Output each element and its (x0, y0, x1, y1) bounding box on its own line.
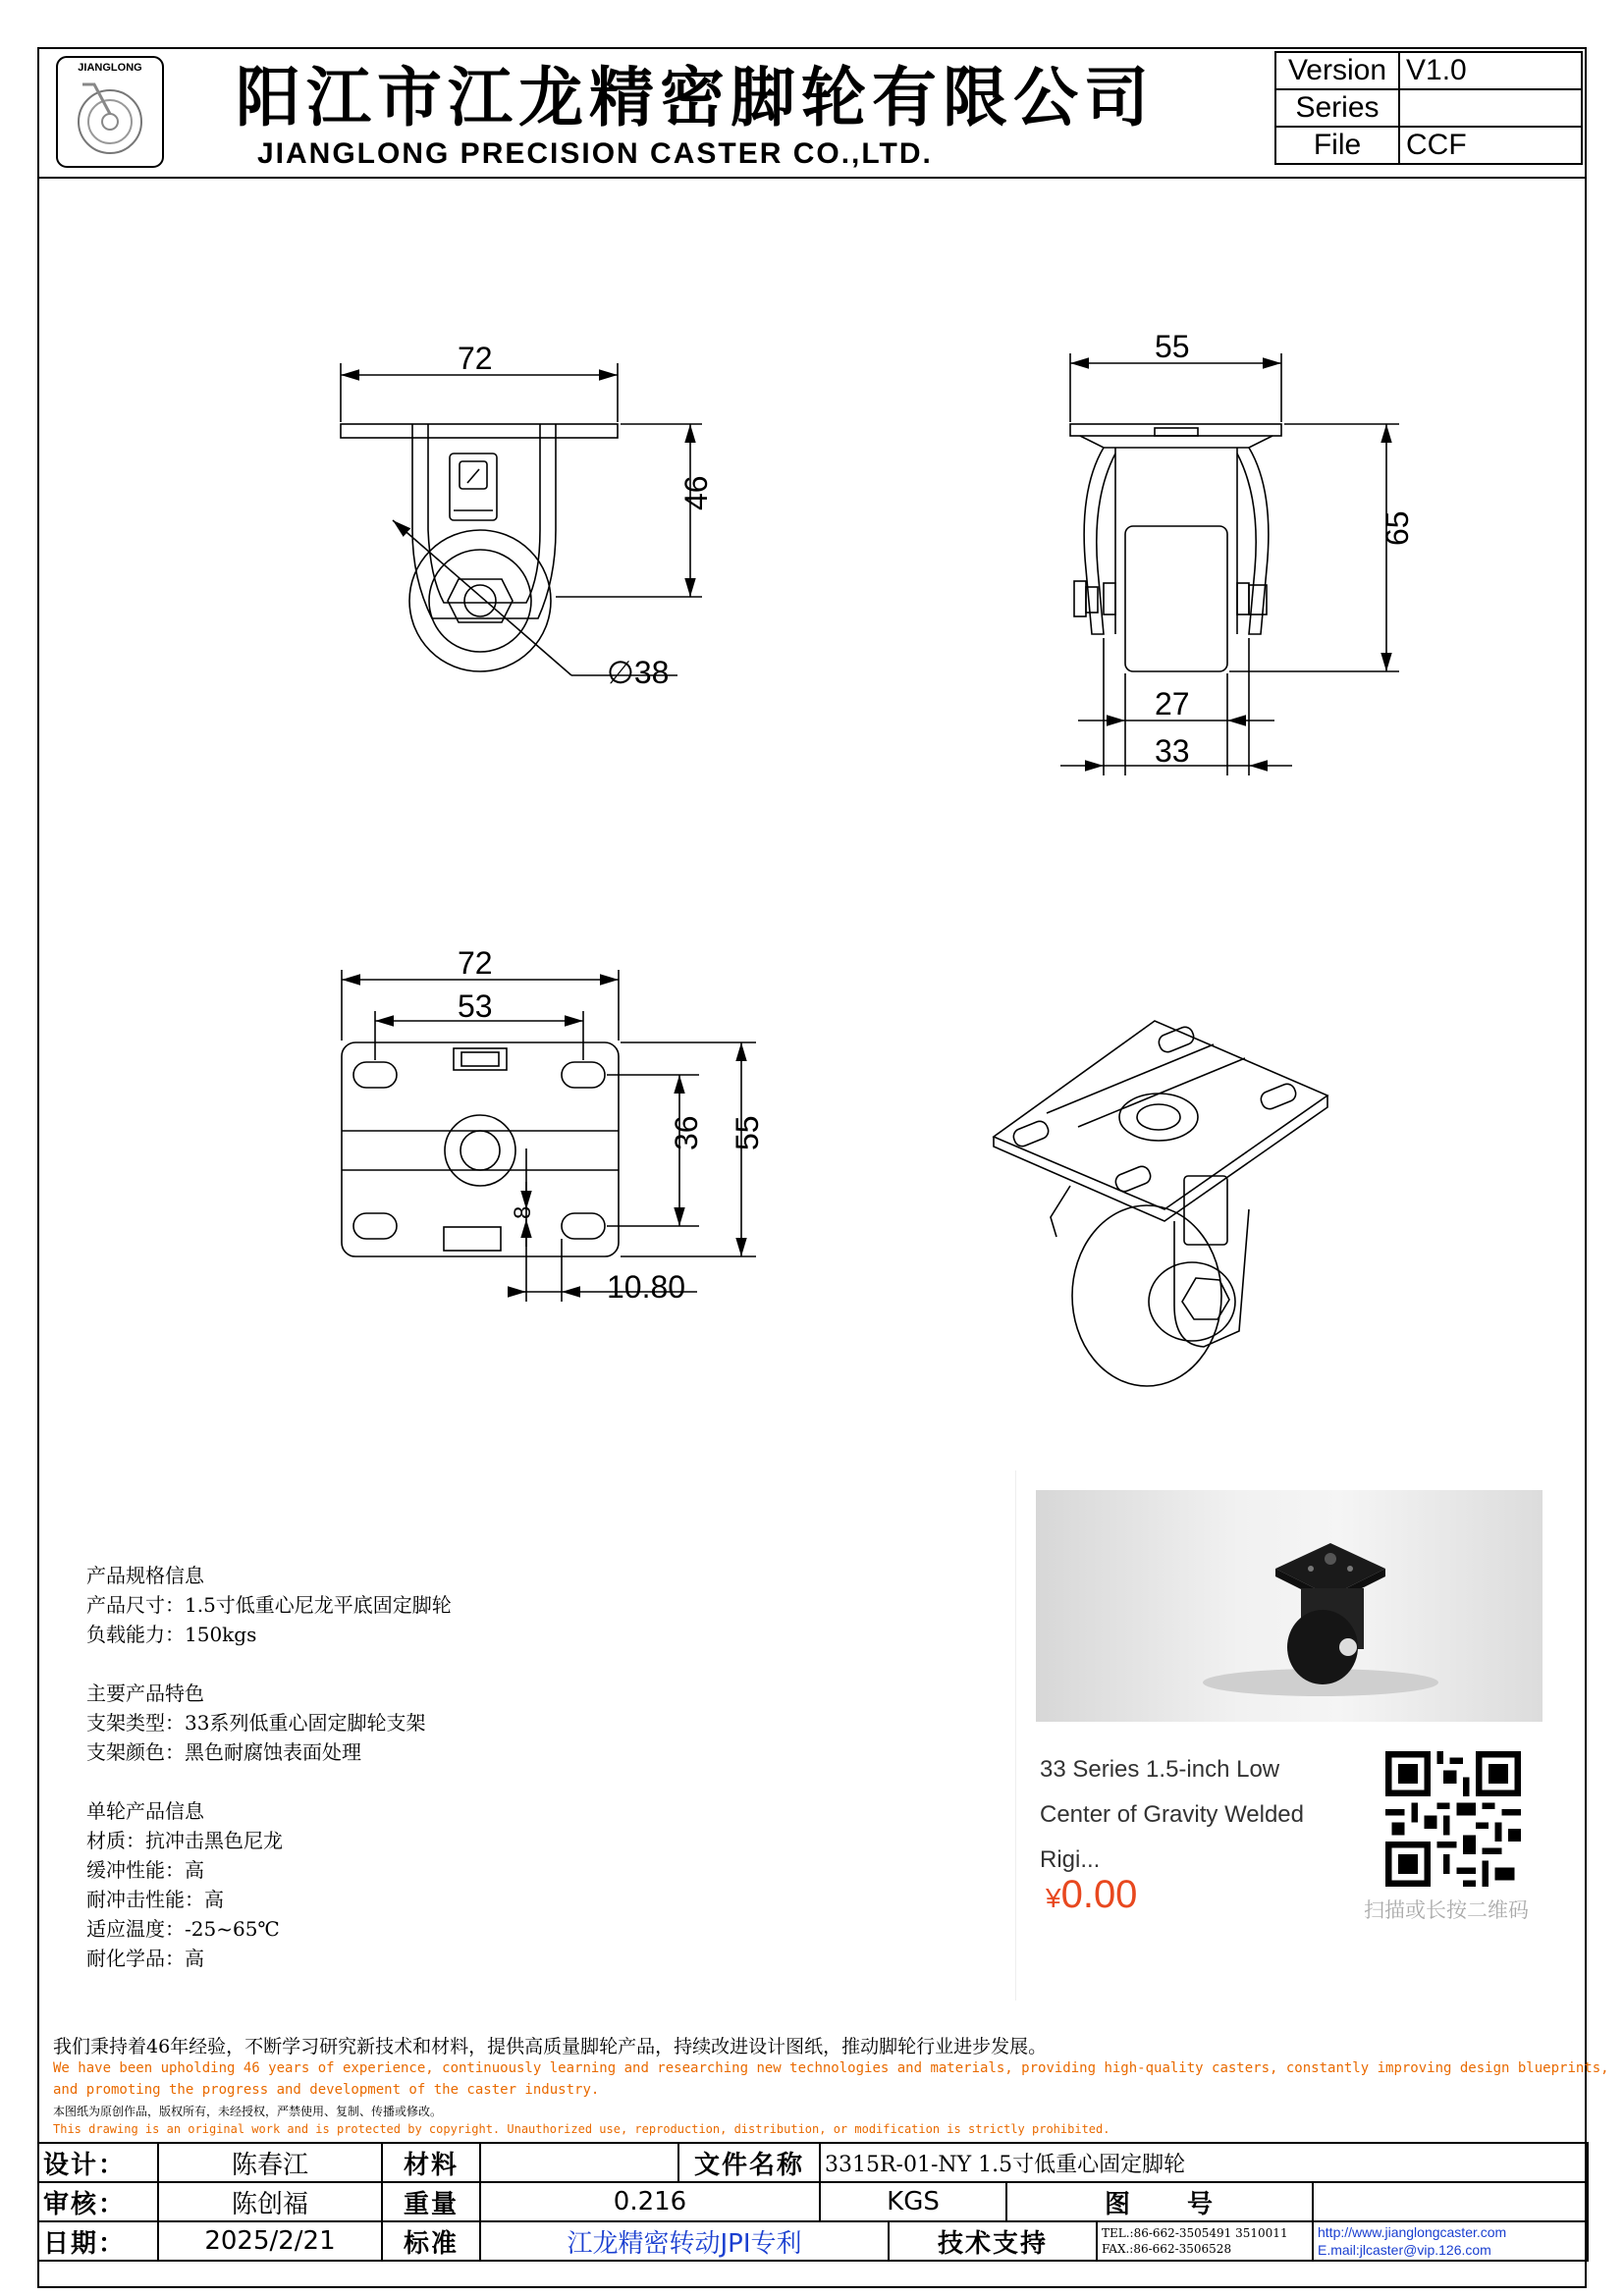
company-name-en: JIANGLONG PRECISION CASTER CO.,LTD. (257, 137, 933, 170)
qr-code-icon[interactable] (1385, 1751, 1521, 1887)
logo-text: JIANGLONG (78, 62, 142, 74)
isometric-view (994, 1021, 1327, 1386)
dim-front-height: 65 (1380, 510, 1415, 546)
dim-top-width: 72 (458, 945, 493, 981)
spec-section-title: 主要产品特色 (86, 1682, 204, 1705)
statement-en-line2: and promoting the progress and development of the caster industry. (53, 2082, 600, 2098)
copyright-en: This drawing is an original work and is protected by copyright. Unauthorized use, reproduction, distribution, or modification is strictly prohibited. (53, 2122, 1110, 2136)
product-card-title[interactable]: 33 Series 1.5-inch Low Center of Gravity Welded Rigi... (1040, 1756, 1305, 1873)
top-view (342, 1042, 619, 1256)
filename-value: 3315R-01-NY 1.5寸低重心固定脚轮 (820, 2143, 1588, 2182)
product-price (1046, 1873, 1137, 1917)
company-name-cn: 阳江市江龙精密脚轮有限公司 (236, 60, 1155, 135)
title-block (37, 2142, 1589, 2262)
contact-phone (1097, 2221, 1313, 2261)
material-label: 材料 (382, 2143, 480, 2182)
price-value: 0.00 (1060, 1873, 1138, 1916)
review-label: 审核： (38, 2182, 158, 2221)
qr-caption: 扫描或长按二维码 (1364, 1898, 1529, 1922)
fax: FAX.:86-662-3506528 (1102, 2242, 1232, 2256)
dim-offset: 10.80 (607, 1269, 686, 1305)
spec-load: 负载能力：150kgs (86, 1623, 257, 1646)
filename-label: 文件名称 (678, 2143, 820, 2182)
spec-cushion: 缓冲性能：高 (86, 1858, 204, 1882)
caster-render (1036, 1490, 1543, 1722)
spec-size: 产品尺寸：1.5寸低重心尼龙平底固定脚轮 (86, 1593, 452, 1617)
file-value: CCF (1399, 127, 1582, 164)
dim-side-width: 72 (458, 341, 493, 376)
standard-label: 标准 (382, 2221, 480, 2261)
series-label: Series (1275, 89, 1399, 127)
file-label: File (1275, 127, 1399, 164)
email-link[interactable]: E.mail:jlcaster@vip.126.com (1318, 2242, 1491, 2258)
dim-wheel-width: 27 (1155, 686, 1190, 721)
spec-section-title: 单轮产品信息 (86, 1799, 204, 1823)
product-card[interactable] (1015, 1470, 1560, 2001)
spec-impact: 耐冲击性能：高 (86, 1888, 224, 1911)
designer-name: 陈春江 (158, 2143, 382, 2182)
material-value (480, 2143, 678, 2182)
dim-front-width: 55 (1155, 329, 1190, 364)
product-spec (86, 1561, 452, 1973)
weight-value: 0.216 (480, 2182, 820, 2221)
spec-section-title: 产品规格信息 (86, 1564, 204, 1587)
drawing-no-label: 图 号 (1006, 2182, 1313, 2221)
design-label: 设计： (38, 2143, 158, 2182)
dim-hole-spacing-y: 36 (669, 1115, 704, 1150)
version-label: Version (1275, 52, 1399, 89)
product-image[interactable] (1036, 1490, 1543, 1722)
dim-top-depth: 55 (730, 1115, 765, 1150)
date-label: 日期： (38, 2221, 158, 2261)
spec-temperature: 适应温度：-25~65℃ (86, 1917, 280, 1941)
version-value: V1.0 (1399, 52, 1582, 89)
tel: TEL.:86-662-3505491 3510011 (1102, 2226, 1288, 2240)
website-link[interactable]: http://www.jianglongcaster.com (1318, 2224, 1507, 2240)
dim-side-height: 46 (678, 475, 714, 510)
front-view (1070, 424, 1281, 671)
date-value: 2025/2/21 (158, 2221, 382, 2261)
drawing-no-value (1313, 2182, 1588, 2221)
spec-material: 材质：抗冲击黑色尼龙 (86, 1829, 283, 1852)
support-label: 技术支持 (889, 2221, 1097, 2261)
dim-wheel-diameter: ∅38 (607, 655, 670, 690)
side-view (341, 424, 618, 671)
statement-en-line1: We have been upholding 46 years of experience, continuously learning and researching new technologies and materials, providing high-quality casters, constantly improving design blueprints, (53, 2060, 1609, 2076)
dim-fork-inner: 33 (1155, 733, 1190, 769)
dim-hole-spacing-x: 53 (458, 988, 493, 1024)
weight-unit: KGS (820, 2182, 1006, 2221)
spec-bracket-color: 支架颜色：黑色耐腐蚀表面处理 (86, 1740, 361, 1764)
weight-label: 重量 (382, 2182, 480, 2221)
dim-slot: 8 (510, 1205, 536, 1219)
standard-value: 江龙精密转动JPI专利 (480, 2221, 889, 2261)
price-currency: ¥ (1046, 1883, 1061, 1913)
statement-cn: 我们秉持着46年经验，不断学习研究新技术和材料，提供高质量脚轮产品，持续改进设计图纸，推动脚轮行业进步发展。 (53, 2036, 1048, 2057)
contact-web (1313, 2221, 1588, 2261)
spec-bracket-type: 支架类型：33系列低重心固定脚轮支架 (86, 1711, 426, 1735)
spec-chemical: 耐化学品：高 (86, 1947, 204, 1970)
reviewer-name: 陈创福 (158, 2182, 382, 2221)
copyright-cn: 本图纸为原创作品，版权所有，未经授权，严禁使用、复制、传播或修改。 (53, 2105, 443, 2118)
